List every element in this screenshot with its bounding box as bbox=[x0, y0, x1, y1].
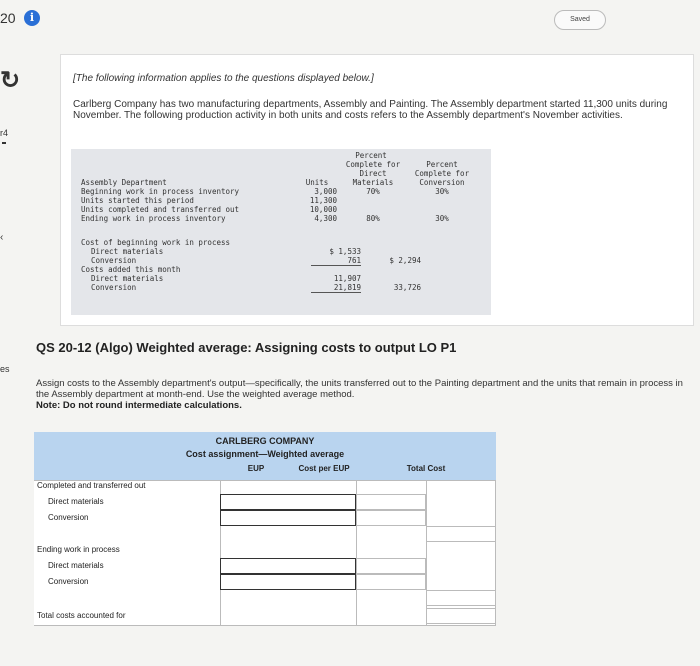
left-navigation-strip bbox=[0, 0, 30, 666]
completed-dm-total-cell[interactable] bbox=[356, 494, 426, 510]
beg-dm-value: $ 1,533 bbox=[329, 247, 361, 256]
question-note: Note: Do not round intermediate calculations. bbox=[36, 400, 242, 411]
table-header bbox=[34, 432, 496, 480]
col-eup: EUP bbox=[247, 464, 265, 473]
header-units: Units bbox=[305, 178, 329, 187]
added-conv-value: 21,819 bbox=[311, 283, 361, 293]
header-conv-3: Conversion bbox=[419, 178, 465, 187]
header-conv-2: Complete for bbox=[414, 169, 470, 178]
ending-conv-eup-input[interactable] bbox=[220, 574, 356, 590]
row-units: 3,000 bbox=[314, 187, 337, 196]
row-ending-wip: Ending work in process bbox=[37, 545, 120, 554]
intro-paragraph: Carlberg Company has two manufacturing departments, Assembly and Painting. The Assembly department started 11,300 units during November. The following production activity in both units and costs refers to the Assembly department's November activities. bbox=[73, 99, 668, 121]
question-title: QS 20-12 (Algo) Weighted average: Assigning costs to output LO P1 bbox=[36, 340, 457, 355]
chevron-left-icon[interactable]: ‹ bbox=[0, 232, 4, 243]
ending-dm-total-cell[interactable] bbox=[356, 558, 426, 574]
row-ending-conv: Conversion bbox=[48, 577, 89, 586]
completed-dm-eup-input[interactable] bbox=[220, 494, 356, 510]
saved-status-button[interactable]: Saved bbox=[554, 10, 606, 30]
completed-total-cell[interactable] bbox=[426, 526, 496, 542]
question-body: Assign costs to the Assembly department's output—specifically, the units transferred out to the Painting department and the units that remain in process in the Assembly department at month-end. Use the weighted average method. bbox=[36, 378, 683, 400]
row-units: 4,300 bbox=[314, 214, 337, 223]
beg-dm-label: Direct materials bbox=[91, 247, 164, 256]
col-cost-per-eup: Cost per EUP bbox=[298, 464, 350, 473]
row-completed-dm: Direct materials bbox=[48, 497, 104, 506]
row-completed-conv: Conversion bbox=[48, 513, 89, 522]
col-total-cost: Total Cost bbox=[406, 464, 446, 473]
row-units: 10,000 bbox=[309, 205, 337, 214]
row-label: Units started this period bbox=[81, 196, 194, 205]
intro-note: [The following information applies to the questions displayed below.] bbox=[73, 73, 374, 84]
row-label: Beginning work in process inventory bbox=[81, 187, 240, 196]
header-direct-2: Complete for bbox=[345, 160, 401, 169]
dept-label: Assembly Department bbox=[81, 178, 167, 187]
company-name: CARLBERG COMPANY bbox=[215, 436, 315, 446]
header-direct-3: Direct bbox=[359, 169, 387, 178]
side-fragment: es bbox=[0, 364, 10, 374]
info-card bbox=[60, 54, 694, 326]
completed-conv-total-cell[interactable] bbox=[356, 510, 426, 526]
added-total-value: 33,726 bbox=[393, 283, 421, 292]
row-ending-dm: Direct materials bbox=[48, 561, 104, 570]
ending-total-cell[interactable] bbox=[426, 590, 496, 606]
row-completed-transferred: Completed and transferred out bbox=[37, 481, 146, 490]
added-conv-label: Conversion bbox=[91, 283, 137, 292]
refresh-icon[interactable]: ↻ bbox=[0, 67, 21, 94]
grid-line bbox=[34, 625, 496, 626]
beg-conv-value: 761 bbox=[311, 256, 361, 266]
row-dm-pct: 80% bbox=[366, 214, 380, 223]
row-units: 11,300 bbox=[309, 196, 337, 205]
question-number[interactable]: 20 bbox=[0, 10, 16, 26]
side-fragment: r4 bbox=[0, 128, 9, 138]
total-costs-cell[interactable] bbox=[426, 608, 496, 624]
cost-section-label: Cost of beginning work in process bbox=[81, 238, 231, 247]
ending-dm-eup-input[interactable] bbox=[220, 558, 356, 574]
row-conv-pct: 30% bbox=[435, 214, 449, 223]
header-direct-4: Materials bbox=[352, 178, 394, 187]
completed-conv-eup-input[interactable] bbox=[220, 510, 356, 526]
info-icon[interactable]: i bbox=[24, 10, 40, 26]
row-total-costs: Total costs accounted for bbox=[37, 611, 126, 620]
row-dm-pct: 70% bbox=[366, 187, 380, 196]
production-data-table bbox=[71, 149, 491, 315]
added-dm-value: 11,907 bbox=[333, 274, 361, 283]
side-marker bbox=[2, 142, 6, 144]
beg-conv-label: Conversion bbox=[91, 256, 137, 265]
header-direct-1: Percent bbox=[355, 151, 387, 160]
row-label: Units completed and transferred out bbox=[81, 205, 240, 214]
cost-assignment-table bbox=[34, 432, 496, 626]
ending-conv-total-cell[interactable] bbox=[356, 574, 426, 590]
row-conv-pct: 30% bbox=[435, 187, 449, 196]
beg-total-value: $ 2,294 bbox=[389, 256, 421, 265]
table-subtitle: Cost assignment—Weighted average bbox=[185, 449, 345, 459]
header-conv-1: Percent bbox=[426, 160, 458, 169]
added-section-label: Costs added this month bbox=[81, 265, 181, 274]
added-dm-label: Direct materials bbox=[91, 274, 164, 283]
row-label: Ending work in process inventory bbox=[81, 214, 226, 223]
